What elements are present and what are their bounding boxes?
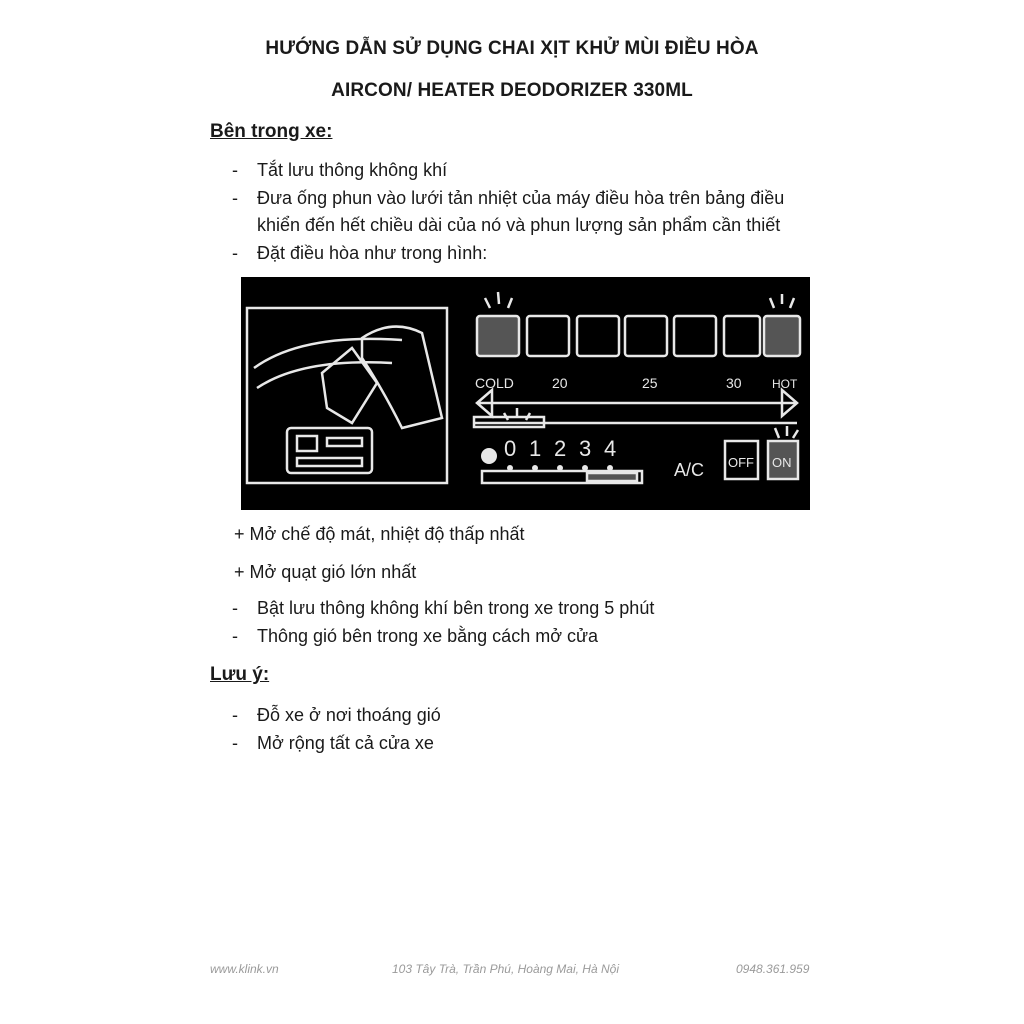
footer-website: www.klink.vn [210,962,279,976]
fan-level-2: 2 [554,436,567,461]
temp-20: 20 [552,375,568,391]
list-item-continuation: khiển đến hết chiều dài của nó và phun lượng sản phẩm cần thiết [257,215,781,235]
list-item: Mở rộng tất cả cửa xe [257,733,434,753]
list-item: Đưa ống phun vào lưới tản nhiệt của máy điều hòa trên bảng điều [257,188,785,208]
temp-25: 25 [642,375,658,391]
bullet-dash: - [232,598,238,618]
bullet-dash: - [232,733,238,753]
hot-label: HOT [772,377,798,391]
hand-arm [362,327,442,428]
section-heading-note: Lưu ý: [210,664,270,685]
list-item: Bật lưu thông không khí bên trong xe trong 5 phút [257,598,655,618]
document-title-line2: AIRCON/ HEATER DEODORIZER 330ML [331,80,693,101]
mode-buttons [477,316,800,356]
bullet-dash: - [232,188,238,208]
temperature-scale [477,390,797,416]
list-item: Đỗ xe ở nơi thoáng gió [257,705,441,725]
fan-level-1: 1 [529,436,542,461]
temp-30: 30 [726,375,742,391]
off-label: OFF [728,455,754,470]
fan-level-4: 4 [604,436,617,461]
plus-item: + Mở chế độ mát, nhiệt độ thấp nhất [234,524,525,544]
list-item: Tắt lưu thông không khí [257,160,448,180]
spray-can [322,348,377,423]
fan-icon [481,448,497,464]
fan-level-3: 3 [579,436,592,461]
aircon-control-panel-illustration [241,277,810,510]
footer-phone: 0948.361.959 [736,962,810,976]
document-title-line1: HƯỚNG DẪN SỬ DỤNG CHAI XỊT KHỬ MÙI ĐIỀU HÒA [265,38,759,59]
bullet-dash: - [232,705,238,725]
on-label: ON [772,455,792,470]
bullet-dash: - [232,626,238,646]
fan-level-0: 0 [504,436,517,461]
footer-address: 103 Tây Trà, Trần Phú, Hoàng Mai, Hà Nội [392,962,619,976]
bullet-dash: - [232,243,238,263]
bullet-dash: - [232,160,238,180]
section-heading-inside-car: Bên trong xe: [210,121,333,142]
cold-label: COLD [475,375,514,391]
list-item: Đặt điều hòa như trong hình: [257,243,488,263]
ac-label: A/C [674,460,705,480]
plus-item: + Mở quạt gió lớn nhất [234,562,417,582]
list-item: Thông gió bên trong xe bằng cách mở cửa [257,626,599,646]
